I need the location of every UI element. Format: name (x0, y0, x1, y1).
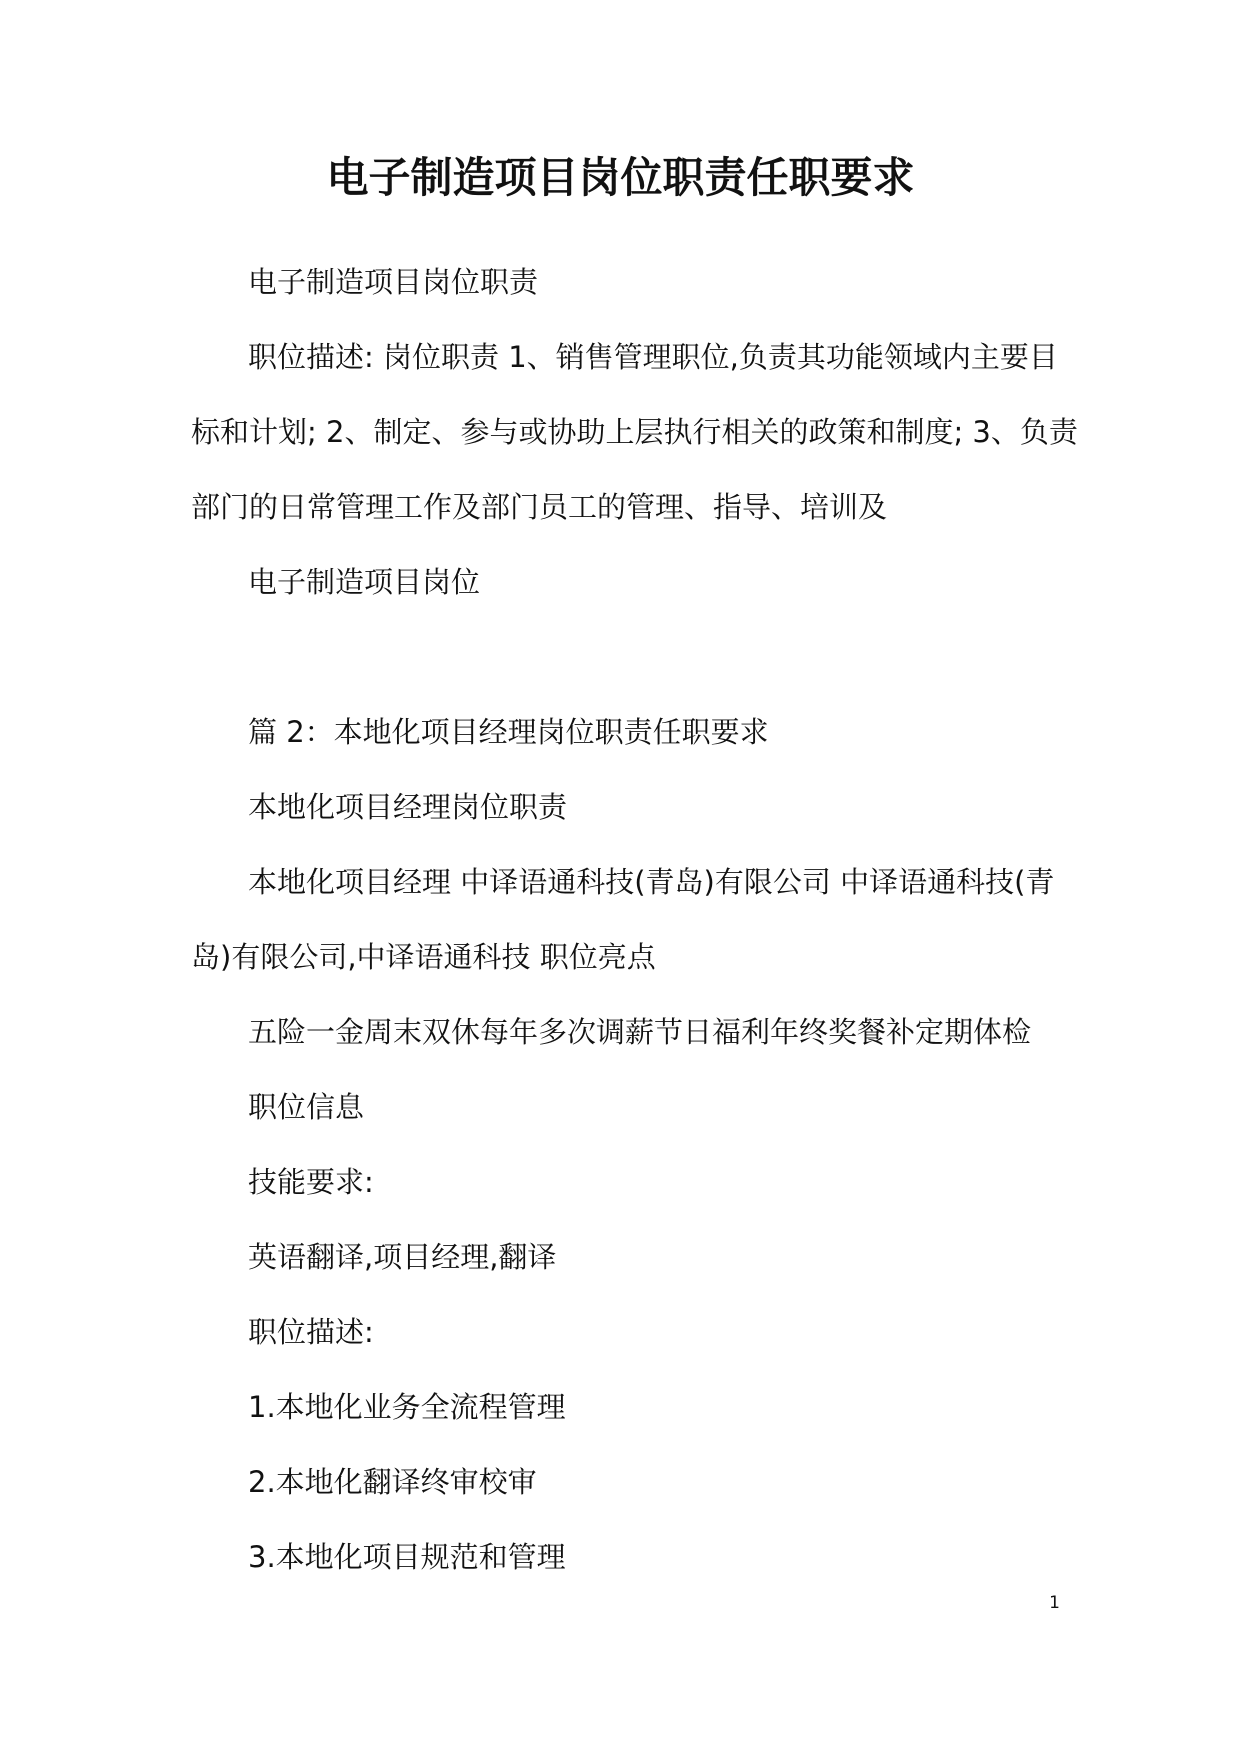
paragraph-line: 职位描述: (248, 1315, 374, 1349)
section-heading: 篇 2：本地化项目经理岗位职责任职要求 (248, 715, 769, 749)
paragraph-line: 部门的日常管理工作及部门员工的管理、指导、培训及 (191, 490, 888, 524)
paragraph-line: 岛)有限公司,中译语通科技 职位亮点 (191, 940, 656, 974)
list-item: 1.本地化业务全流程管理 (248, 1390, 566, 1424)
paragraph-line: 本地化项目经理 中译语通科技(青岛)有限公司 中译语通科技(青 (248, 865, 1055, 899)
document-title: 电子制造项目岗位职责任职要求 (326, 153, 915, 202)
paragraph-line: 标和计划; 2、制定、参与或协助上层执行相关的政策和制度; 3、负责 (191, 415, 1078, 449)
paragraph-line: 本地化项目经理岗位职责 (248, 790, 568, 824)
list-item: 2.本地化翻译终审校审 (248, 1465, 537, 1499)
paragraph-line: 电子制造项目岗位职责 (248, 265, 539, 299)
list-item: 3.本地化项目规范和管理 (248, 1540, 566, 1574)
page-number: 1 (1049, 1593, 1060, 1613)
paragraph-line: 英语翻译,项目经理,翻译 (248, 1240, 557, 1274)
paragraph-line: 职位描述: 岗位职责 1、销售管理职位,负责其功能领域内主要目 (248, 340, 1058, 374)
paragraph-line: 技能要求: (248, 1165, 374, 1199)
paragraph-line: 五险一金周末双休每年多次调薪节日福利年终奖餐补定期体检 (248, 1015, 1032, 1049)
paragraph-line: 职位信息 (248, 1090, 365, 1124)
paragraph-line: 电子制造项目岗位 (248, 565, 481, 599)
